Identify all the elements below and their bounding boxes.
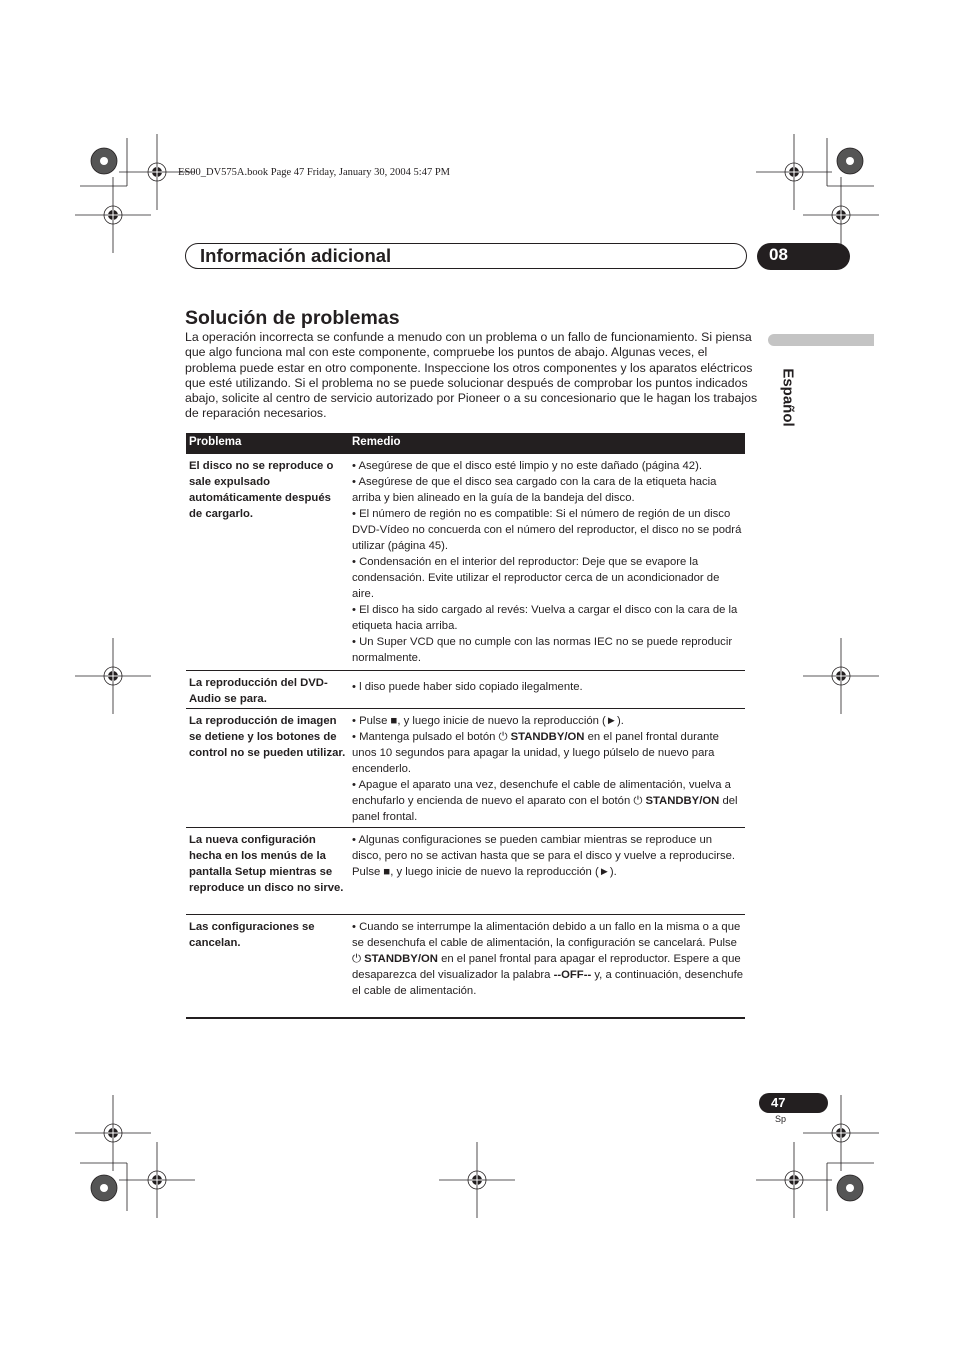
remedy-item: • Un Super VCD que no cumple con las normas IEC no se puede reproducir normalmente. xyxy=(352,636,733,664)
table-row xyxy=(186,828,745,915)
remedy-item: • Cuando se interrumpe la alimentación debido a un fallo en la misma o a que se desenchufa el cable de alimentación, la configuración se cancelará. Pulse ⏻ STANDBY/ON en el panel frontal para apagar el reproductor. Espere a que desaparezca del visualizador la palabra --OFF-- y, a continuación, desenchufe el cable de alimentación. xyxy=(352,921,744,997)
header-problem: Problema xyxy=(189,436,242,448)
table-row xyxy=(186,915,745,1019)
remedy-item: • Asegúrese de que el disco sea cargado con la cara de la etiqueta hacia arriba y bien alineado en la guía de la bandeja del disco. xyxy=(352,476,717,504)
page-lang-code: Sp xyxy=(775,1114,787,1124)
chapter-number: 08 xyxy=(757,243,850,270)
header-title: Información adicional xyxy=(200,245,392,266)
problem-text: La reproducción de imagen se detiene y los botones de control no se pueden utilizar. xyxy=(189,715,346,759)
problem-text: La reproducción del DVD-Audio se para. xyxy=(189,677,328,705)
remedy-item: • El disco ha sido cargado al revés: Vuelva a cargar el disco con la cara de la etiqueta hacia arriba. xyxy=(352,604,738,632)
intro-paragraph: La operación incorrecta se confunde a menudo con un problema o un fallo de funcionamiento. Si piensa que algo funciona mal con este componente, compruebe los puntos de abajo. Algunas veces, el problema puede estar en otro componente. Inspeccione los otros componentes y los aparatos eléctricos que esté utilizando. Si el problema no se puede solucionar después de comprobar los puntos indicados abajo, solicite al centro de servicio autorizado por Pioneer o a su concesionario que le hagan los trabajos de reparación necesarios. xyxy=(185,330,758,421)
language-tab xyxy=(768,334,874,346)
remedy-item: • Asegúrese de que el disco esté limpio y no este dañado (página 42). xyxy=(352,460,702,472)
header-remedy: Remedio xyxy=(352,436,401,448)
remedy-text xyxy=(352,679,744,695)
problem-text: La nueva configuración hecha en los menús de la pantalla Setup mientras se reproduce un disco no sirve. xyxy=(189,834,344,894)
remedy-item: • Mantenga pulsado el botón ⏻ STANDBY/ON en el panel frontal durante unos 10 segundos para apagar la unidad, y luego púlselo de nuevo para encenderlo. xyxy=(352,731,719,775)
table-header xyxy=(186,433,745,454)
problem-text: El disco no se reproduce o sale expulsado automáticamente después de cargarlo. xyxy=(189,460,334,520)
remedy-item: • Condensación en el interior del reproductor: Deje que se evapore la condensación. Evite utilizar el reproductor cerca de un acondicionador de aire. xyxy=(352,556,720,600)
troubleshooting-table xyxy=(186,433,745,1019)
remedy-item: • Apague el aparato una vez, desenchufe el cable de alimentación, vuelva a enchufarlo y encienda de nuevo el aparato con el botón ⏻ STANDBY/ON del panel frontal. xyxy=(352,779,738,823)
remedy-item: • l diso puede haber sido copiado ilegalmente. xyxy=(352,681,583,693)
page-number: 47 xyxy=(759,1093,828,1113)
remedy-text xyxy=(352,919,744,999)
table-row xyxy=(186,709,745,828)
remedy-text xyxy=(352,458,744,666)
print-info: ES00_DV575A.book Page 47 Friday, January 30, 2004 5:47 PM xyxy=(178,167,451,178)
table-row xyxy=(186,671,745,709)
section-title: Solución de problemas xyxy=(185,307,400,329)
remedy-item: • El número de región no es compatible: Si el número de región de un disco DVD-Vídeo no concuerda con el número del reproductor, el disco no se podrá utilizar (página 45). xyxy=(352,508,742,552)
table-row xyxy=(186,454,745,671)
problem-text: Las configuraciones se cancelan. xyxy=(189,921,315,949)
remedy-text xyxy=(352,832,744,880)
language-label: Español xyxy=(779,368,797,427)
remedy-item: • Algunas configuraciones se pueden cambiar mientras se reproduce un disco, pero no se activan hasta que se para el disco y vuelve a reproducirse. Pulse ■, y luego inicie de nuevo la reproducción (►). xyxy=(352,834,736,878)
remedy-item: • Pulse ■, y luego inicie de nuevo la reproducción (►). xyxy=(352,715,624,727)
remedy-text xyxy=(352,713,744,825)
